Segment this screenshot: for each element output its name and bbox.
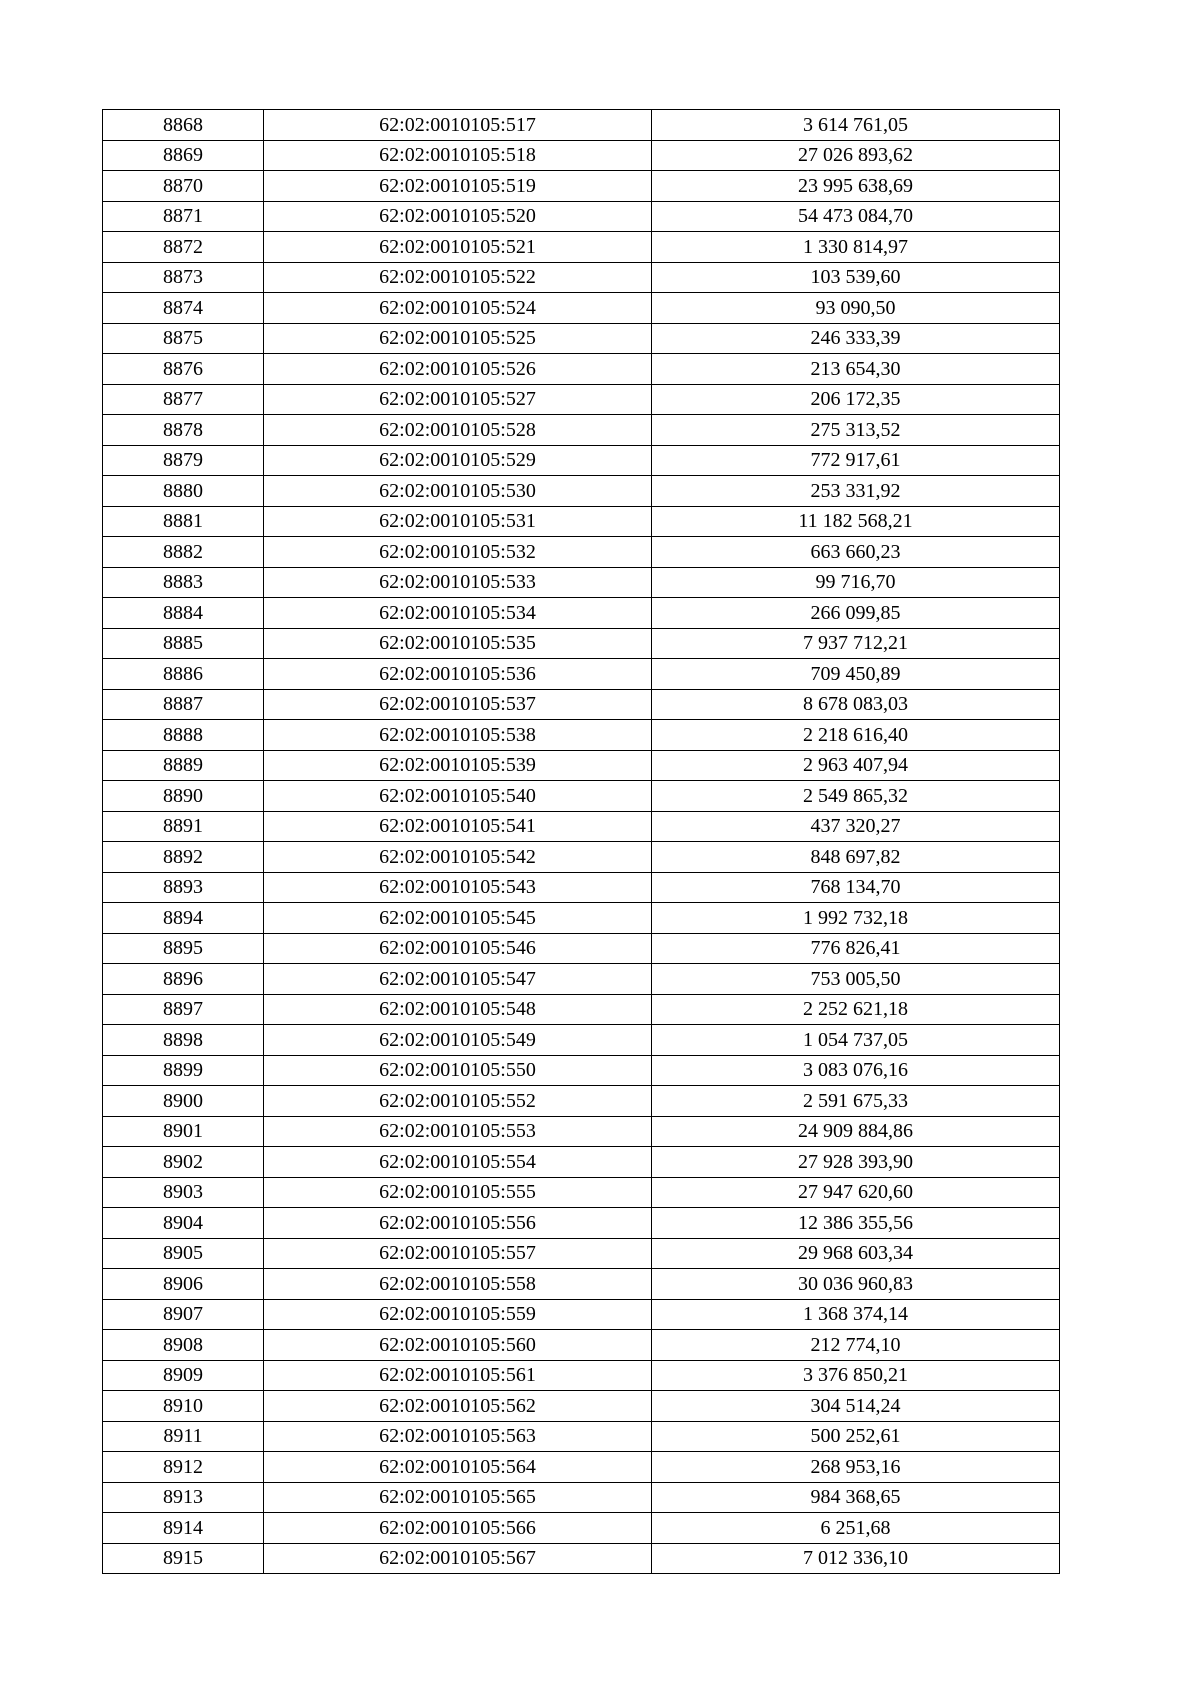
cadastral-number-cell: 62:02:0010105:557 bbox=[264, 1238, 652, 1269]
table-row bbox=[103, 598, 1060, 629]
cadastral-value-cell: 1 992 732,18 bbox=[652, 903, 1060, 934]
table-row bbox=[103, 1086, 1060, 1117]
cadastral-number-cell: 62:02:0010105:522 bbox=[264, 262, 652, 293]
table-row bbox=[103, 293, 1060, 324]
cadastral-value-cell: 93 090,50 bbox=[652, 293, 1060, 324]
cadastral-value-cell: 266 099,85 bbox=[652, 598, 1060, 629]
cadastral-number-cell: 62:02:0010105:545 bbox=[264, 903, 652, 934]
row-number-cell: 8868 bbox=[103, 110, 264, 141]
cadastral-value-table bbox=[102, 109, 1060, 1574]
table-row bbox=[103, 1055, 1060, 1086]
cadastral-number-cell: 62:02:0010105:552 bbox=[264, 1086, 652, 1117]
cadastral-value-cell: 253 331,92 bbox=[652, 476, 1060, 507]
cadastral-value-cell: 304 514,24 bbox=[652, 1391, 1060, 1422]
table-row bbox=[103, 1238, 1060, 1269]
cadastral-value-cell: 27 947 620,60 bbox=[652, 1177, 1060, 1208]
cadastral-value-cell: 2 591 675,33 bbox=[652, 1086, 1060, 1117]
row-number-cell: 8883 bbox=[103, 567, 264, 598]
row-number-cell: 8895 bbox=[103, 933, 264, 964]
row-number-cell: 8882 bbox=[103, 537, 264, 568]
table-row bbox=[103, 1360, 1060, 1391]
cadastral-value-cell: 984 368,65 bbox=[652, 1482, 1060, 1513]
cadastral-number-cell: 62:02:0010105:561 bbox=[264, 1360, 652, 1391]
cadastral-number-cell: 62:02:0010105:542 bbox=[264, 842, 652, 873]
row-number-cell: 8889 bbox=[103, 750, 264, 781]
cadastral-number-cell: 62:02:0010105:550 bbox=[264, 1055, 652, 1086]
cadastral-value-cell: 7 012 336,10 bbox=[652, 1543, 1060, 1574]
cadastral-value-cell: 23 995 638,69 bbox=[652, 171, 1060, 202]
cadastral-value-cell: 437 320,27 bbox=[652, 811, 1060, 842]
cadastral-number-cell: 62:02:0010105:564 bbox=[264, 1452, 652, 1483]
cadastral-value-cell: 768 134,70 bbox=[652, 872, 1060, 903]
cadastral-value-cell: 275 313,52 bbox=[652, 415, 1060, 446]
row-number-cell: 8886 bbox=[103, 659, 264, 690]
table-row bbox=[103, 659, 1060, 690]
cadastral-value-cell: 2 218 616,40 bbox=[652, 720, 1060, 751]
row-number-cell: 8914 bbox=[103, 1513, 264, 1544]
cadastral-value-cell: 2 549 865,32 bbox=[652, 781, 1060, 812]
row-number-cell: 8879 bbox=[103, 445, 264, 476]
cadastral-number-cell: 62:02:0010105:546 bbox=[264, 933, 652, 964]
row-number-cell: 8894 bbox=[103, 903, 264, 934]
cadastral-number-cell: 62:02:0010105:519 bbox=[264, 171, 652, 202]
row-number-cell: 8875 bbox=[103, 323, 264, 354]
cadastral-number-cell: 62:02:0010105:532 bbox=[264, 537, 652, 568]
cadastral-number-cell: 62:02:0010105:535 bbox=[264, 628, 652, 659]
table-row bbox=[103, 781, 1060, 812]
cadastral-number-cell: 62:02:0010105:518 bbox=[264, 140, 652, 171]
cadastral-number-cell: 62:02:0010105:563 bbox=[264, 1421, 652, 1452]
row-number-cell: 8909 bbox=[103, 1360, 264, 1391]
table-row bbox=[103, 1269, 1060, 1300]
row-number-cell: 8884 bbox=[103, 598, 264, 629]
row-number-cell: 8874 bbox=[103, 293, 264, 324]
cadastral-value-cell: 27 026 893,62 bbox=[652, 140, 1060, 171]
table-row bbox=[103, 1147, 1060, 1178]
row-number-cell: 8908 bbox=[103, 1330, 264, 1361]
cadastral-value-cell: 27 928 393,90 bbox=[652, 1147, 1060, 1178]
cadastral-value-cell: 246 333,39 bbox=[652, 323, 1060, 354]
table-row bbox=[103, 171, 1060, 202]
cadastral-value-cell: 268 953,16 bbox=[652, 1452, 1060, 1483]
cadastral-number-cell: 62:02:0010105:560 bbox=[264, 1330, 652, 1361]
cadastral-value-cell: 2 963 407,94 bbox=[652, 750, 1060, 781]
cadastral-value-cell: 3 083 076,16 bbox=[652, 1055, 1060, 1086]
cadastral-number-cell: 62:02:0010105:533 bbox=[264, 567, 652, 598]
cadastral-value-cell: 54 473 084,70 bbox=[652, 201, 1060, 232]
table-row bbox=[103, 1208, 1060, 1239]
cadastral-value-cell: 709 450,89 bbox=[652, 659, 1060, 690]
cadastral-value-cell: 1 368 374,14 bbox=[652, 1299, 1060, 1330]
table-row bbox=[103, 1025, 1060, 1056]
cadastral-value-cell: 8 678 083,03 bbox=[652, 689, 1060, 720]
table-row bbox=[103, 415, 1060, 446]
table-row bbox=[103, 720, 1060, 751]
row-number-cell: 8915 bbox=[103, 1543, 264, 1574]
cadastral-number-cell: 62:02:0010105:529 bbox=[264, 445, 652, 476]
row-number-cell: 8893 bbox=[103, 872, 264, 903]
cadastral-number-cell: 62:02:0010105:540 bbox=[264, 781, 652, 812]
row-number-cell: 8903 bbox=[103, 1177, 264, 1208]
row-number-cell: 8896 bbox=[103, 964, 264, 995]
table-row bbox=[103, 445, 1060, 476]
cadastral-value-cell: 212 774,10 bbox=[652, 1330, 1060, 1361]
cadastral-number-cell: 62:02:0010105:547 bbox=[264, 964, 652, 995]
table-row bbox=[103, 384, 1060, 415]
cadastral-value-cell: 11 182 568,21 bbox=[652, 506, 1060, 537]
cadastral-number-cell: 62:02:0010105:548 bbox=[264, 994, 652, 1025]
cadastral-value-cell: 213 654,30 bbox=[652, 354, 1060, 385]
cadastral-number-cell: 62:02:0010105:524 bbox=[264, 293, 652, 324]
cadastral-number-cell: 62:02:0010105:536 bbox=[264, 659, 652, 690]
table-row bbox=[103, 994, 1060, 1025]
table-row bbox=[103, 1421, 1060, 1452]
table-row bbox=[103, 1177, 1060, 1208]
cadastral-value-cell: 2 252 621,18 bbox=[652, 994, 1060, 1025]
cadastral-number-cell: 62:02:0010105:555 bbox=[264, 1177, 652, 1208]
cadastral-value-cell: 848 697,82 bbox=[652, 842, 1060, 873]
table-row bbox=[103, 750, 1060, 781]
table-row bbox=[103, 1482, 1060, 1513]
cadastral-number-cell: 62:02:0010105:526 bbox=[264, 354, 652, 385]
cadastral-value-cell: 663 660,23 bbox=[652, 537, 1060, 568]
row-number-cell: 8870 bbox=[103, 171, 264, 202]
table-row bbox=[103, 567, 1060, 598]
row-number-cell: 8910 bbox=[103, 1391, 264, 1422]
table-row bbox=[103, 811, 1060, 842]
cadastral-value-cell: 500 252,61 bbox=[652, 1421, 1060, 1452]
table-row bbox=[103, 872, 1060, 903]
cadastral-number-cell: 62:02:0010105:549 bbox=[264, 1025, 652, 1056]
table-row bbox=[103, 933, 1060, 964]
row-number-cell: 8869 bbox=[103, 140, 264, 171]
cadastral-number-cell: 62:02:0010105:521 bbox=[264, 232, 652, 263]
cadastral-number-cell: 62:02:0010105:566 bbox=[264, 1513, 652, 1544]
table-row bbox=[103, 506, 1060, 537]
table-body bbox=[103, 110, 1060, 1574]
row-number-cell: 8878 bbox=[103, 415, 264, 446]
row-number-cell: 8876 bbox=[103, 354, 264, 385]
cadastral-value-cell: 6 251,68 bbox=[652, 1513, 1060, 1544]
cadastral-number-cell: 62:02:0010105:537 bbox=[264, 689, 652, 720]
row-number-cell: 8891 bbox=[103, 811, 264, 842]
row-number-cell: 8885 bbox=[103, 628, 264, 659]
table-row bbox=[103, 689, 1060, 720]
table-row bbox=[103, 201, 1060, 232]
table-row bbox=[103, 1330, 1060, 1361]
table-row bbox=[103, 1116, 1060, 1147]
table-row bbox=[103, 476, 1060, 507]
table-row bbox=[103, 842, 1060, 873]
row-number-cell: 8898 bbox=[103, 1025, 264, 1056]
table-row bbox=[103, 262, 1060, 293]
row-number-cell: 8888 bbox=[103, 720, 264, 751]
row-number-cell: 8902 bbox=[103, 1147, 264, 1178]
cadastral-number-cell: 62:02:0010105:541 bbox=[264, 811, 652, 842]
cadastral-value-cell: 99 716,70 bbox=[652, 567, 1060, 598]
row-number-cell: 8872 bbox=[103, 232, 264, 263]
cadastral-number-cell: 62:02:0010105:556 bbox=[264, 1208, 652, 1239]
cadastral-number-cell: 62:02:0010105:539 bbox=[264, 750, 652, 781]
row-number-cell: 8899 bbox=[103, 1055, 264, 1086]
table-row bbox=[103, 354, 1060, 385]
table-row bbox=[103, 1391, 1060, 1422]
table-row bbox=[103, 903, 1060, 934]
cadastral-number-cell: 62:02:0010105:565 bbox=[264, 1482, 652, 1513]
table-row bbox=[103, 964, 1060, 995]
cadastral-number-cell: 62:02:0010105:562 bbox=[264, 1391, 652, 1422]
cadastral-number-cell: 62:02:0010105:553 bbox=[264, 1116, 652, 1147]
cadastral-number-cell: 62:02:0010105:517 bbox=[264, 110, 652, 141]
cadastral-value-cell: 206 172,35 bbox=[652, 384, 1060, 415]
table-row bbox=[103, 1543, 1060, 1574]
cadastral-number-cell: 62:02:0010105:520 bbox=[264, 201, 652, 232]
row-number-cell: 8881 bbox=[103, 506, 264, 537]
cadastral-number-cell: 62:02:0010105:534 bbox=[264, 598, 652, 629]
cadastral-number-cell: 62:02:0010105:567 bbox=[264, 1543, 652, 1574]
row-number-cell: 8871 bbox=[103, 201, 264, 232]
table-row bbox=[103, 1299, 1060, 1330]
cadastral-number-cell: 62:02:0010105:530 bbox=[264, 476, 652, 507]
cadastral-number-cell: 62:02:0010105:527 bbox=[264, 384, 652, 415]
table-row bbox=[103, 140, 1060, 171]
table-row bbox=[103, 110, 1060, 141]
cadastral-value-cell: 24 909 884,86 bbox=[652, 1116, 1060, 1147]
row-number-cell: 8880 bbox=[103, 476, 264, 507]
cadastral-value-cell: 1 330 814,97 bbox=[652, 232, 1060, 263]
row-number-cell: 8913 bbox=[103, 1482, 264, 1513]
row-number-cell: 8900 bbox=[103, 1086, 264, 1117]
cadastral-number-cell: 62:02:0010105:528 bbox=[264, 415, 652, 446]
cadastral-number-cell: 62:02:0010105:543 bbox=[264, 872, 652, 903]
row-number-cell: 8887 bbox=[103, 689, 264, 720]
row-number-cell: 8905 bbox=[103, 1238, 264, 1269]
table-row bbox=[103, 1513, 1060, 1544]
cadastral-value-cell: 7 937 712,21 bbox=[652, 628, 1060, 659]
cadastral-number-cell: 62:02:0010105:558 bbox=[264, 1269, 652, 1300]
cadastral-number-cell: 62:02:0010105:554 bbox=[264, 1147, 652, 1178]
row-number-cell: 8912 bbox=[103, 1452, 264, 1483]
row-number-cell: 8904 bbox=[103, 1208, 264, 1239]
table-row bbox=[103, 628, 1060, 659]
cadastral-number-cell: 62:02:0010105:525 bbox=[264, 323, 652, 354]
cadastral-value-cell: 3 614 761,05 bbox=[652, 110, 1060, 141]
cadastral-number-cell: 62:02:0010105:531 bbox=[264, 506, 652, 537]
cadastral-value-cell: 3 376 850,21 bbox=[652, 1360, 1060, 1391]
row-number-cell: 8911 bbox=[103, 1421, 264, 1452]
cadastral-value-cell: 772 917,61 bbox=[652, 445, 1060, 476]
table-row bbox=[103, 323, 1060, 354]
row-number-cell: 8892 bbox=[103, 842, 264, 873]
cadastral-value-cell: 776 826,41 bbox=[652, 933, 1060, 964]
cadastral-value-cell: 103 539,60 bbox=[652, 262, 1060, 293]
table-row bbox=[103, 232, 1060, 263]
row-number-cell: 8873 bbox=[103, 262, 264, 293]
cadastral-value-cell: 29 968 603,34 bbox=[652, 1238, 1060, 1269]
cadastral-value-cell: 30 036 960,83 bbox=[652, 1269, 1060, 1300]
row-number-cell: 8907 bbox=[103, 1299, 264, 1330]
row-number-cell: 8890 bbox=[103, 781, 264, 812]
row-number-cell: 8897 bbox=[103, 994, 264, 1025]
row-number-cell: 8877 bbox=[103, 384, 264, 415]
cadastral-value-cell: 753 005,50 bbox=[652, 964, 1060, 995]
cadastral-value-cell: 1 054 737,05 bbox=[652, 1025, 1060, 1056]
row-number-cell: 8906 bbox=[103, 1269, 264, 1300]
table-row bbox=[103, 1452, 1060, 1483]
cadastral-value-cell: 12 386 355,56 bbox=[652, 1208, 1060, 1239]
cadastral-number-cell: 62:02:0010105:559 bbox=[264, 1299, 652, 1330]
cadastral-number-cell: 62:02:0010105:538 bbox=[264, 720, 652, 751]
row-number-cell: 8901 bbox=[103, 1116, 264, 1147]
table-row bbox=[103, 537, 1060, 568]
